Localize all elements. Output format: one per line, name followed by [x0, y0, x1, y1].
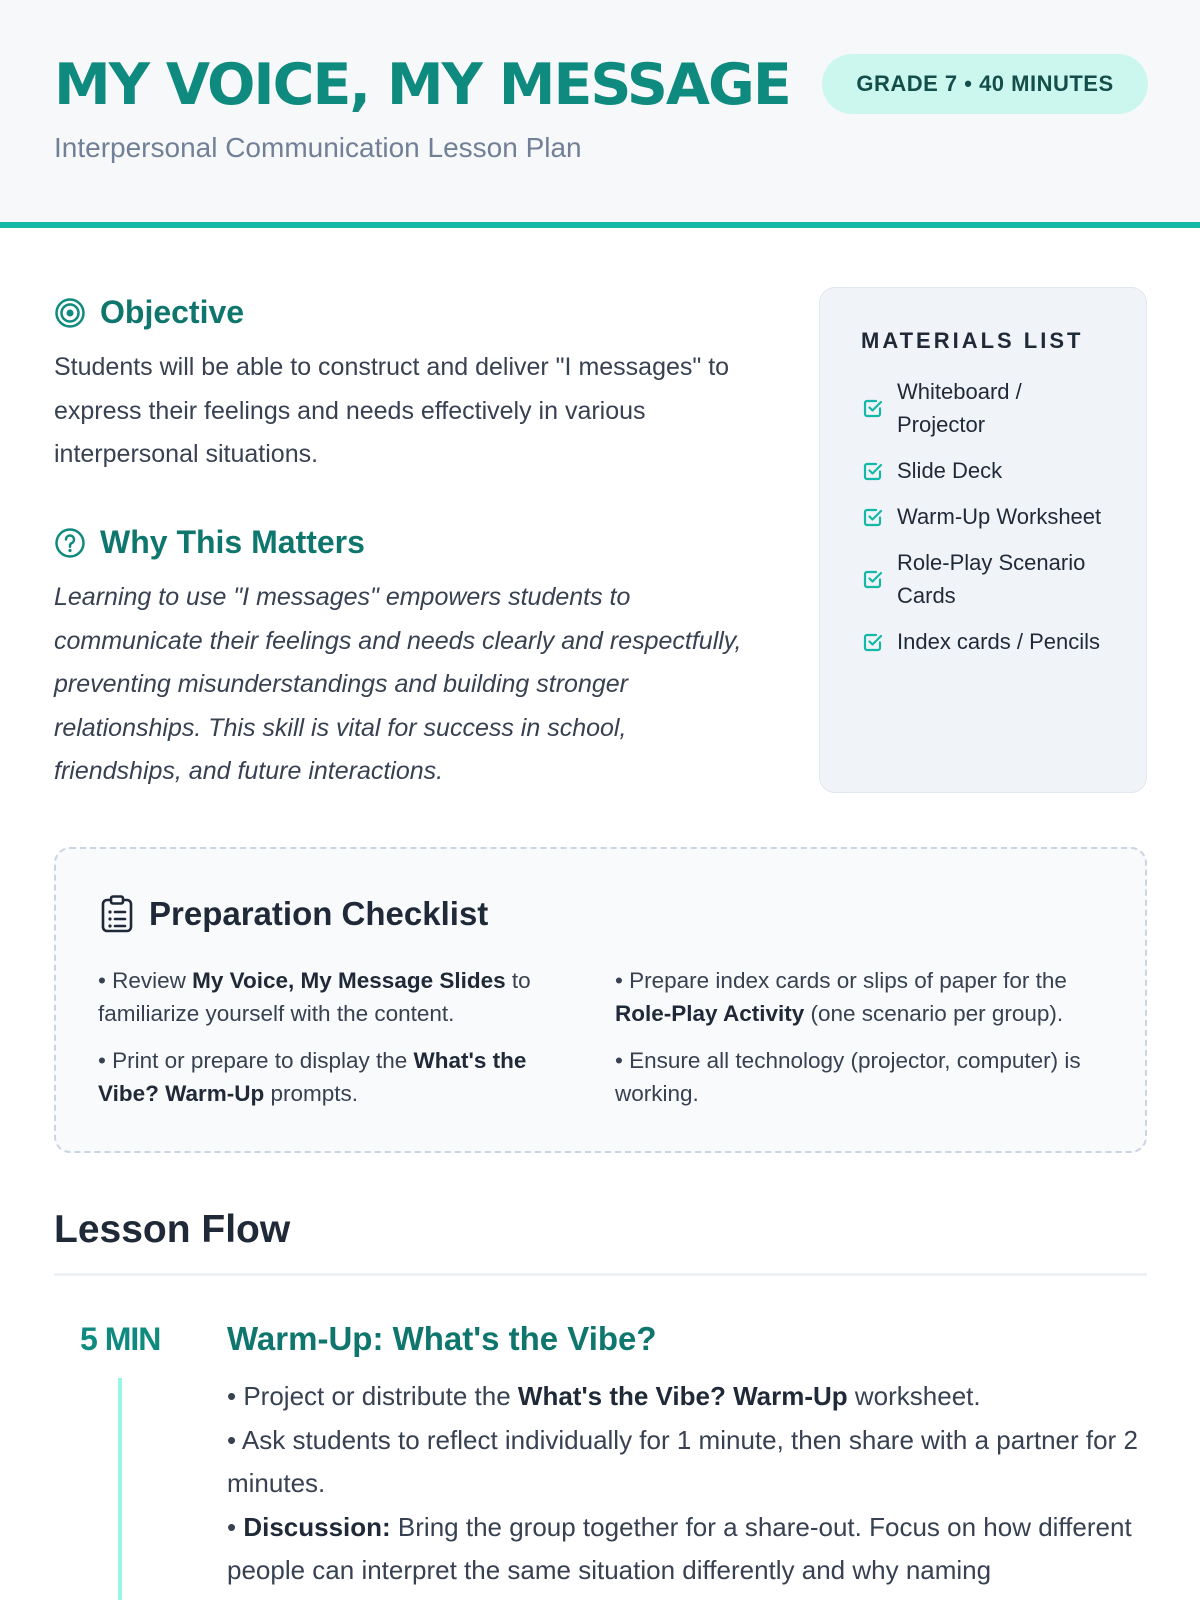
materials-item-label: Role-Play Scenario Cards [897, 550, 1086, 608]
divider [54, 1273, 1147, 1276]
lesson-subtitle: Interpersonal Communication Lesson Plan [54, 132, 582, 163]
grade-duration-badge: GRADE 7 • 40 MINUTES [822, 54, 1148, 114]
prep-item: • Prepare index cards or slips of paper for the Role-Play Activity (one scenario per group). [615, 968, 1067, 1026]
materials-item [861, 375, 1106, 441]
materials-item [861, 500, 1106, 533]
materials-heading: MATERIALS LIST [861, 328, 1084, 353]
materials-item [861, 546, 1106, 612]
step-title: Warm-Up: What's the Vibe? [227, 1320, 657, 1357]
step-bullet: • Ask students to reflect individually for 1 minute, then share with a partner for 2 minutes. [227, 1424, 1138, 1498]
materials-item [861, 454, 1106, 487]
materials-list [861, 375, 1106, 658]
objective-heading-row [54, 294, 244, 331]
lesson-header [0, 0, 1200, 228]
lesson-flow-heading: Lesson Flow [54, 1208, 291, 1251]
prep-item: • Ensure all technology (projector, computer) is working. [615, 1048, 1081, 1106]
step-duration: 5 MIN [80, 1321, 161, 1357]
clipboard-icon [99, 895, 135, 933]
materials-card [819, 287, 1147, 793]
materials-item-label: Warm-Up Worksheet [897, 504, 1102, 529]
prep-heading: Preparation Checklist [149, 895, 489, 932]
question-circle-icon [54, 527, 86, 559]
why-text: Learning to use "I messages" empowers students to communicate their feelings and needs clearly and respectfully, preventing misunderstandings and building stronger relationships. This skill is vital for success in school, friendships, and future interactions. [54, 583, 742, 785]
materials-item [861, 625, 1106, 658]
timeline-line [118, 1378, 122, 1600]
objective-text: Students will be able to construct and deliver "I messages" to express their feelings and needs effectively in various interpersonal situations. [54, 353, 730, 468]
objective-heading: Objective [100, 294, 245, 330]
checkbox-checked-icon [861, 396, 885, 420]
prep-item: • Review My Voice, My Message Slides to familiarize yourself with the content. [98, 968, 531, 1026]
prep-heading-row [99, 895, 488, 933]
why-heading-row [54, 524, 365, 561]
step-bullet: • Discussion: Bring the group together for a share-out. Focus on how different people can interpret the same situation differently and why naming [227, 1511, 1132, 1585]
target-icon [54, 297, 86, 329]
prep-item: • Print or prepare to display the What's the Vibe? Warm-Up prompts. [98, 1048, 527, 1106]
checkbox-checked-icon [861, 459, 885, 483]
materials-item-label: Index cards / Pencils [897, 629, 1100, 654]
preparation-checklist [54, 847, 1147, 1153]
why-heading: Why This Matters [100, 524, 365, 560]
step-bullet: • Project or distribute the What's the Vibe? Warm-Up worksheet. [227, 1381, 981, 1411]
step-body [227, 1375, 1152, 1593]
lesson-title: MY VOICE, MY MESSAGE [54, 52, 790, 118]
materials-item-label: Slide Deck [897, 458, 1003, 483]
checkbox-checked-icon [861, 630, 885, 654]
materials-item-label: Whiteboard / Projector [897, 379, 1022, 437]
checkbox-checked-icon [861, 567, 885, 591]
checkbox-checked-icon [861, 505, 885, 529]
